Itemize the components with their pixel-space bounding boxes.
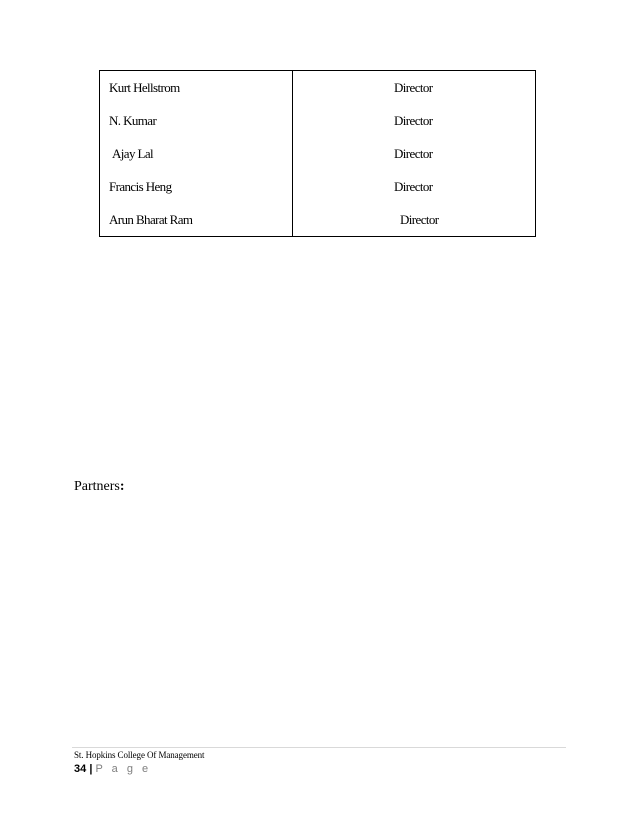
partners-heading <box>74 479 125 495</box>
director-name: N. Kumar <box>109 113 157 128</box>
page-number: 34 <box>74 763 87 775</box>
footer-divider <box>72 747 566 748</box>
page-separator: | <box>89 763 93 775</box>
directors-table <box>99 70 536 237</box>
names-column <box>100 71 293 237</box>
director-role: Director <box>394 146 433 161</box>
director-role: Director <box>394 113 433 128</box>
table-row <box>100 71 536 237</box>
director-role: Director <box>394 179 433 194</box>
director-name: Francis Heng <box>109 179 172 194</box>
footer-college-name: St. Hopkins College Of Management <box>74 750 205 760</box>
roles-column <box>293 71 536 237</box>
director-name: Ajay Lal <box>112 146 154 161</box>
partners-heading-text: Partners <box>74 479 120 494</box>
director-role: Director <box>400 212 439 227</box>
director-name: Arun Bharat Ram <box>109 212 193 227</box>
page-word: P a g e <box>95 763 152 775</box>
director-name: Kurt Hellstrom <box>109 80 180 95</box>
partners-heading-colon: : <box>119 479 125 494</box>
director-role: Director <box>394 80 433 95</box>
footer-page-label <box>74 763 151 775</box>
